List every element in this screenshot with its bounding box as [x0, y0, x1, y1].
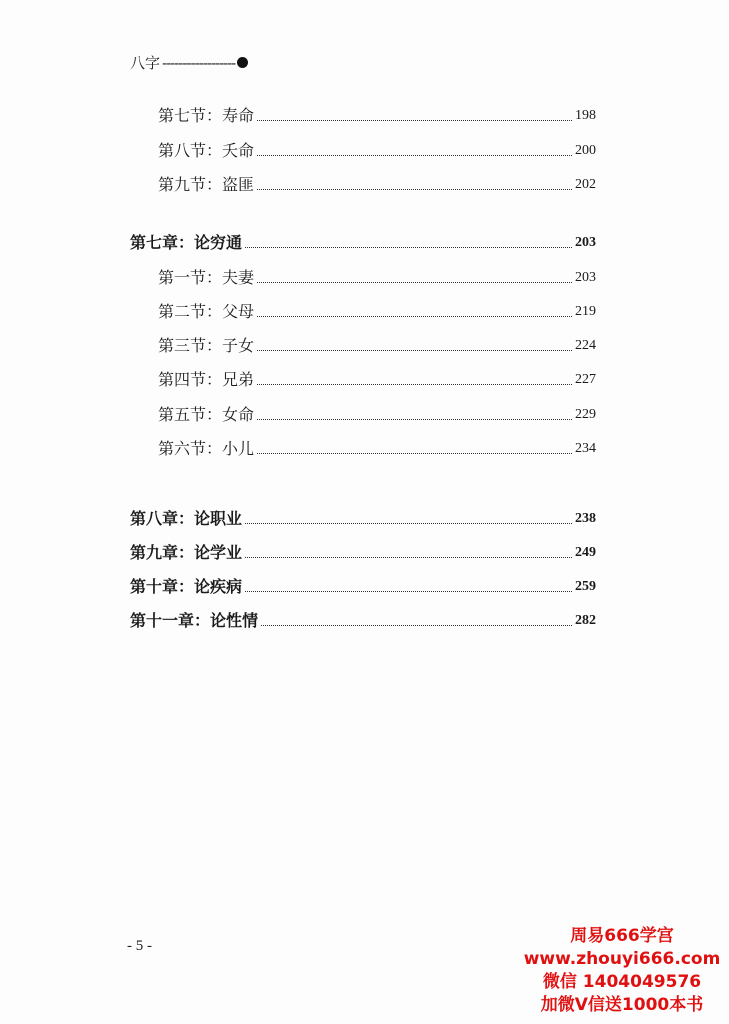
toc-dot-leader [245, 522, 572, 524]
toc-entry [158, 175, 596, 195]
toc-chapter-entry [130, 543, 596, 563]
toc-entry-label: 第二节：父母 [158, 302, 255, 321]
toc-dot-leader [257, 119, 572, 121]
toc-entry-label: 第七章：论穷通 [130, 233, 243, 252]
toc-entry-page: 198 [575, 108, 596, 123]
toc-dot-leader [257, 154, 572, 156]
running-header [130, 52, 248, 73]
toc-entry-label: 第八节：夭命 [158, 141, 255, 160]
toc-entry-label: 第六节：小儿 [158, 439, 255, 458]
watermark [515, 925, 729, 1017]
toc-dot-leader [245, 590, 572, 592]
toc-entry-page: 234 [575, 441, 596, 456]
watermark-line: 周易666学宫 [570, 926, 674, 946]
toc-entry [158, 141, 596, 161]
toc-entry-page: 224 [575, 338, 596, 353]
toc-entry-page: 229 [575, 407, 596, 422]
page-number: - 5 - [127, 938, 152, 954]
toc-entry-page: 227 [575, 372, 596, 387]
toc-dot-leader [257, 315, 572, 317]
watermark-line: 微信 1404049576 [542, 972, 702, 992]
toc-entry [158, 336, 596, 356]
toc-chapter-entry [130, 611, 596, 631]
toc-entry-label: 第九章：论学业 [130, 543, 243, 562]
toc-entry-page: 203 [575, 235, 596, 250]
toc-dot-leader [257, 452, 572, 454]
toc-entry [158, 370, 596, 390]
toc-entry-label: 第八章：论职业 [130, 509, 243, 528]
toc-chapter-entry [130, 509, 596, 529]
toc-dot-leader [245, 556, 572, 558]
toc-dot-leader [261, 624, 572, 626]
toc-entry-page: 203 [575, 270, 596, 285]
watermark-line: 加微V信送1000本书 [540, 995, 704, 1015]
toc-entry-label: 第七节：寿命 [158, 106, 255, 125]
toc-entry-page: 219 [575, 304, 596, 319]
watermark-line: www.zhouyi666.com [523, 949, 721, 969]
toc-entry-page: 200 [575, 143, 596, 158]
toc-entry [158, 439, 596, 459]
toc-chapter-entry [130, 233, 596, 253]
toc-entry-label: 第一节：夫妻 [158, 268, 255, 287]
toc-entry-page: 238 [575, 511, 596, 526]
toc-entry [158, 106, 596, 126]
toc-chapter-entry [130, 577, 596, 597]
toc-entry-page: 249 [575, 545, 596, 560]
toc-dot-leader [257, 383, 572, 385]
header-dashes: ------------------ [162, 53, 236, 72]
toc-entry-page: 282 [575, 613, 596, 628]
toc-entry-label: 第十一章：论性情 [130, 611, 259, 630]
toc-entry-label: 第十章：论疾病 [130, 577, 243, 596]
toc-entry [158, 405, 596, 425]
toc-entry-label: 第三节：子女 [158, 336, 255, 355]
toc-dot-leader [257, 349, 572, 351]
toc-dot-leader [245, 246, 572, 248]
toc-entry-page: 259 [575, 579, 596, 594]
toc-entry-page: 202 [575, 177, 596, 192]
toc-entry-label: 第五节：女命 [158, 405, 255, 424]
toc-entry [158, 268, 596, 288]
header-bullet-icon [237, 57, 248, 68]
header-title: 八字 [130, 54, 161, 72]
toc-entry-label: 第九节：盗匪 [158, 175, 255, 194]
toc-dot-leader [257, 281, 572, 283]
toc-dot-leader [257, 188, 572, 190]
toc-dot-leader [257, 418, 572, 420]
toc-entry-label: 第四节：兄弟 [158, 370, 255, 389]
toc-entry [158, 302, 596, 322]
